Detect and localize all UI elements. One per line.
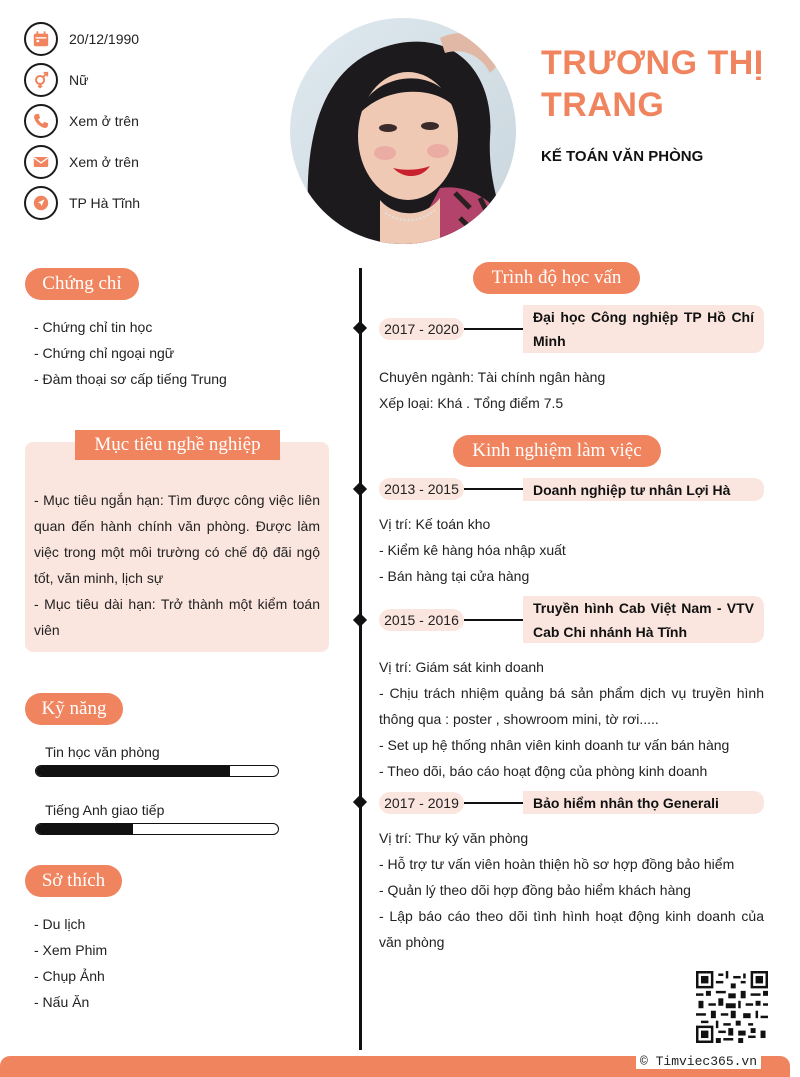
- avatar: [290, 18, 516, 244]
- job-line: - Bán hàng tại cửa hàng: [379, 568, 530, 584]
- certificates-list: [34, 314, 227, 392]
- list-item: - Đàm thoại sơ cấp tiếng Trung: [34, 371, 227, 387]
- skill-fill: [36, 766, 230, 776]
- list-item: - Nấu Ăn: [34, 994, 90, 1010]
- timeline-dot: [353, 321, 367, 335]
- job-period: 2015 - 2016: [379, 609, 464, 631]
- calendar-icon: [24, 22, 58, 56]
- list-item: - Chụp Ảnh: [34, 968, 105, 984]
- grade-text: Xếp loại: Khá . Tổng điểm 7.5: [379, 395, 564, 411]
- birthday-text: 20/12/1990: [69, 31, 140, 47]
- education-heading: Trình độ học vấn: [473, 262, 640, 294]
- short-term-goal: - Mục tiêu ngắn hạn: Tìm được công việc liên quan đến hành chính văn phòng. Được làm việc trong một môi trường có chế độ đãi ngộ tốt, văn minh, lịch sự: [34, 492, 320, 586]
- skill-fill: [36, 824, 133, 834]
- gender-text: Nữ: [69, 72, 89, 88]
- job-title: KẾ TOÁN VĂN PHÒNG: [541, 148, 704, 165]
- name-line-2: TRANG: [541, 86, 665, 124]
- timeline-dot: [353, 613, 367, 627]
- contact-email: [24, 145, 139, 179]
- career-goal-text: [34, 487, 320, 643]
- timeline-dot: [353, 795, 367, 809]
- job-line: - Lập báo cáo theo dõi tình hình hoạt động kinh doanh của văn phòng: [379, 908, 764, 950]
- connector-line: [464, 619, 526, 621]
- list-item: - Du lịch: [34, 916, 86, 932]
- qr-code: [696, 971, 768, 1043]
- job-line: - Quản lý theo dõi hợp đồng bảo hiểm khách hàng: [379, 882, 691, 898]
- list-item: - Xem Phim: [34, 942, 108, 958]
- job-line: Vị trí: Kế toán kho: [379, 516, 491, 532]
- job-line: Vị trí: Thư ký văn phòng: [379, 830, 529, 846]
- job-line: - Theo dõi, báo cáo hoạt động của phòng kinh doanh: [379, 763, 708, 779]
- career-goal-heading: Mục tiêu nghề nghiệp: [75, 430, 280, 460]
- job-details: [379, 654, 764, 784]
- job-period: 2013 - 2015: [379, 478, 464, 500]
- job-line: - Kiểm kê hàng hóa nhập xuất: [379, 542, 566, 558]
- address-text: TP Hà Tĩnh: [69, 195, 141, 211]
- connector-line: [464, 802, 526, 804]
- skill-label: Tin học văn phòng: [45, 744, 160, 760]
- contact-birthday: [24, 22, 139, 56]
- company-name: Truyền hình Cab Việt Nam - VTV Cab Chi nhánh Hà Tĩnh: [523, 596, 764, 643]
- education-details: [379, 364, 764, 416]
- job-line: - Chịu trách nhiệm quảng bá sản phẩm dịch vụ truyền hình thông qua : poster , showroom mini, tờ rơi.....: [379, 685, 764, 727]
- education-period: 2017 - 2020: [379, 318, 464, 340]
- skill-bar: [35, 765, 279, 777]
- school-name: Đại học Công nghiệp TP Hồ Chí Minh: [523, 305, 764, 353]
- connector-line: [464, 328, 526, 330]
- major-text: Chuyên ngành: Tài chính ngân hàng: [379, 369, 606, 385]
- name-line-1: TRƯƠNG THỊ: [541, 44, 764, 82]
- contact-gender: [24, 63, 88, 97]
- full-name: [541, 42, 791, 126]
- list-item: - Chứng chỉ ngoại ngữ: [34, 345, 175, 361]
- skill-bar: [35, 823, 279, 835]
- location-icon: [24, 186, 58, 220]
- job-line: Vị trí: Giám sát kinh doanh: [379, 659, 544, 675]
- job-details: [379, 511, 764, 589]
- phone-icon: [24, 104, 58, 138]
- experience-heading: Kinh nghiệm làm việc: [453, 435, 661, 467]
- email-text: Xem ở trên: [69, 154, 139, 170]
- phone-text: Xem ở trên: [69, 113, 139, 129]
- skill-label: Tiếng Anh giao tiếp: [45, 802, 165, 818]
- envelope-icon: [24, 145, 58, 179]
- list-item: - Chứng chỉ tin học: [34, 319, 153, 335]
- hobbies-heading: Sở thích: [25, 865, 122, 897]
- job-line: - Set up hệ thống nhân viên kinh doanh tư vấn bán hàng: [379, 737, 730, 753]
- gender-icon: [24, 63, 58, 97]
- company-name: Bảo hiểm nhân thọ Generali: [523, 791, 764, 814]
- job-period: 2017 - 2019: [379, 792, 464, 814]
- job-line: - Hỗ trợ tư vấn viên hoàn thiện hồ sơ hợp đồng bảo hiểm: [379, 856, 735, 872]
- company-name: Doanh nghiệp tư nhân Lợi Hà: [523, 478, 764, 501]
- certificates-heading: Chứng chỉ: [25, 268, 139, 300]
- long-term-goal: - Mục tiêu dài hạn: Trở thành một kiểm toán viên: [34, 596, 320, 638]
- timeline-line: [359, 268, 362, 1050]
- skills-heading: Kỹ năng: [25, 693, 123, 725]
- job-details: [379, 825, 764, 955]
- footer-credit: © Timviec365.vn: [636, 1054, 761, 1069]
- hobbies-list: [34, 911, 107, 1015]
- contact-phone: [24, 104, 139, 138]
- connector-line: [464, 488, 526, 490]
- contact-address: [24, 186, 140, 220]
- timeline-dot: [353, 482, 367, 496]
